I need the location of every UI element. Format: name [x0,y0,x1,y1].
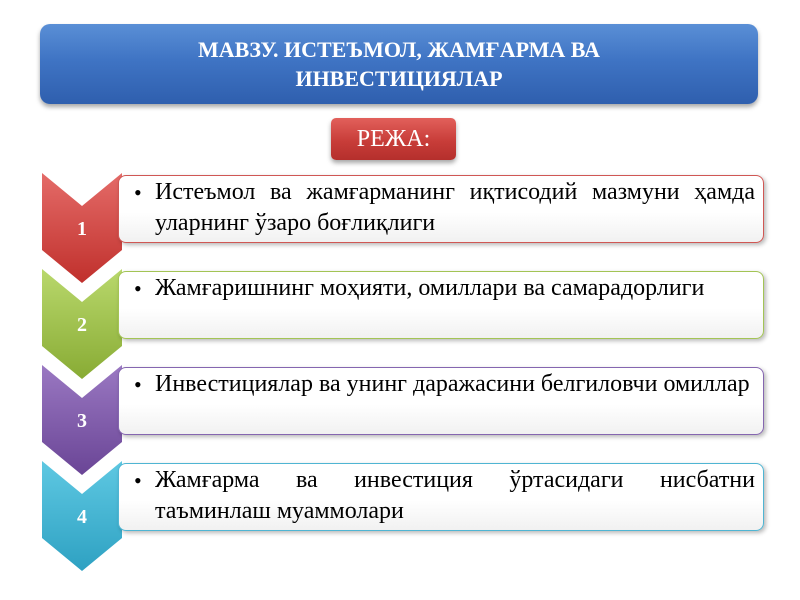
item-text: • Жамғарма ва инвестиция ўртасидаги нисбатни таъминлаш муаммолари [155,465,755,527]
title-banner [40,24,758,104]
item-card [118,271,764,339]
plan-label: РЕЖА: [356,125,431,152]
item-card [118,367,764,435]
slide-title: МАВЗУ. ИСТЕЪМОЛ, ЖАМҒАРМА ВА ИНВЕСТИЦИЯЛАР [198,37,600,91]
plan-item-2 [42,269,764,379]
item-number: 4 [77,506,87,528]
plan-item-3 [42,365,764,475]
item-card [118,175,764,243]
item-number: 1 [77,218,87,240]
item-text: • Инвестициялар ва унинг даражасини белгиловчи омиллар [155,369,755,400]
item-text: • Жамғаришнинг моҳияти, омиллари ва самарадорлиги [155,273,755,304]
plan-item-4 [42,461,764,571]
plan-item-1 [42,173,764,283]
item-number: 2 [77,314,87,336]
item-card [118,463,764,531]
item-number: 3 [77,410,87,432]
plan-badge [331,118,456,160]
item-text: • Истеъмол ва жамғарманинг иқтисодий мазмуни ҳамда уларнинг ўзаро боғлиқлиги [155,177,755,239]
